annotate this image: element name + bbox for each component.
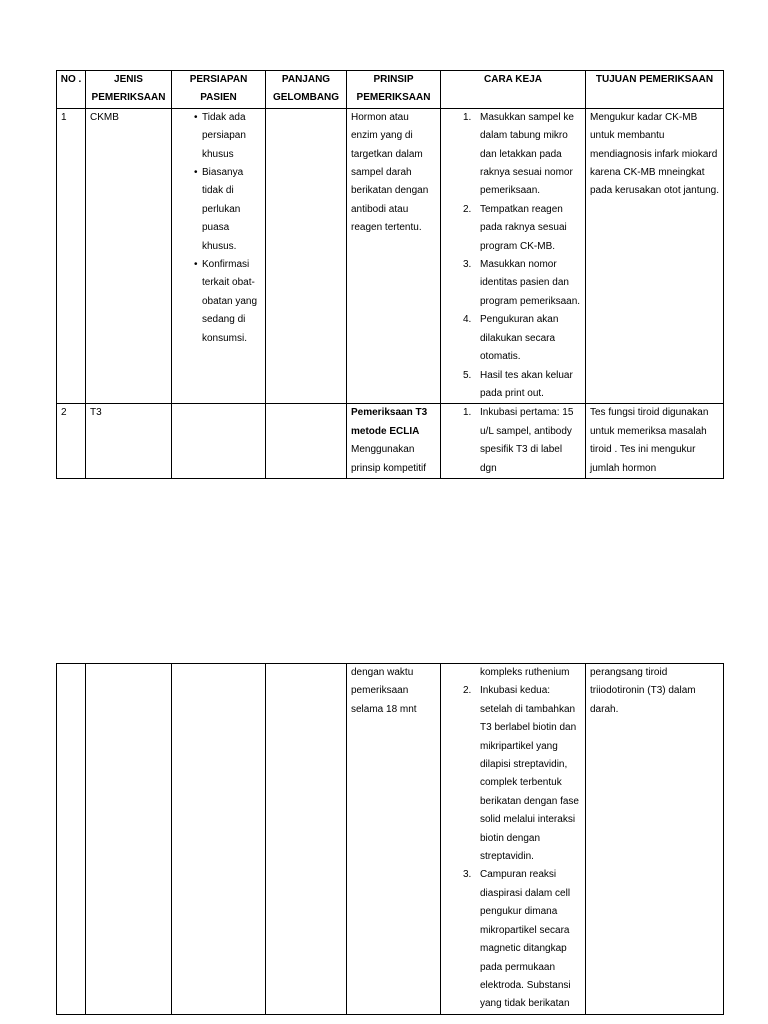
list-item: 5. Hasil tes akan keluar pada print out. bbox=[463, 369, 573, 399]
cell-cara bbox=[441, 108, 586, 404]
list-item: kompleks ruthenium bbox=[480, 667, 570, 678]
cell-cara bbox=[441, 664, 586, 1015]
list-item: • Tidak ada persiapan khusus bbox=[202, 109, 261, 164]
prinsip-heading: Pemeriksaan T3 metode ECLIA bbox=[351, 407, 428, 437]
list-item: 1. Masukkan sampel ke dalam tabung mikro dan letakkan pada raknya sesuai nomor pemeriksaan. bbox=[463, 111, 574, 197]
table-row bbox=[57, 108, 724, 404]
cell-panjang bbox=[266, 404, 347, 479]
cell-prinsip: Hormon atau enzim yang di targetkan dalam sampel darah berikatan dengan antibodi atau reagen tertentu. bbox=[347, 108, 441, 404]
cell-persiapan bbox=[172, 404, 266, 479]
cell-jenis: CKMB bbox=[86, 108, 172, 404]
persiapan-list bbox=[176, 109, 261, 348]
cell-tujuan: perangsang tiroid triiodotironin (T3) dalam darah. bbox=[586, 664, 724, 1015]
cell-panjang bbox=[266, 108, 347, 404]
cell-prinsip: dengan waktu pemeriksaan selama 18 mnt bbox=[347, 664, 441, 1015]
list-item: 3. Campuran reaksi diaspirasi dalam cell pengukur dimana mikropartikel secara magnetic ditangkap pada permukaan elektroda. Substansi yang tidak berikatan bbox=[463, 869, 571, 1010]
cara-list bbox=[445, 109, 581, 404]
list-item: 4. Pengukuran akan dilakukan secara otomatis. bbox=[463, 314, 559, 363]
cell-panjang bbox=[266, 664, 347, 1015]
header-panjang: PANJANG GELOMBANG bbox=[266, 71, 347, 109]
cell-persiapan bbox=[172, 664, 266, 1015]
cell-cara bbox=[441, 404, 586, 479]
list-item: • Biasanya tidak di perlukan puasa khusus. bbox=[202, 164, 261, 256]
header-persiapan: PERSIAPAN PASIEN bbox=[172, 71, 266, 109]
cell-no bbox=[57, 664, 86, 1015]
table-row bbox=[57, 404, 724, 479]
cell-jenis bbox=[86, 664, 172, 1015]
list-item: 2. Inkubasi kedua: setelah di tambahkan T3 berlabel biotin dan mikripartikel yang dilapisi streptavidin, complek terbentuk berikatan dengan fase solid melalui interaksi biotin dengan streptavidin. bbox=[463, 685, 579, 863]
table-row bbox=[57, 664, 724, 1015]
exam-table-part-2 bbox=[56, 663, 724, 1015]
cell-tujuan: Mengukur kadar CK-MB untuk membantu mendiagnosis infark miokard karena CK-MB mneingkat pada kerusakan otot jantung. bbox=[586, 108, 724, 404]
table-header-row bbox=[57, 71, 724, 109]
cell-prinsip bbox=[347, 404, 441, 479]
header-jenis: JENIS PEMERIKSAAN bbox=[86, 71, 172, 109]
list-item: 3. Masukkan nomor identitas pasien dan program pemeriksaan. bbox=[463, 259, 581, 307]
header-prinsip: PRINSIP PEMERIKSAAN bbox=[347, 71, 441, 109]
cell-no: 1 bbox=[57, 108, 86, 404]
header-no: NO . bbox=[57, 71, 86, 109]
cell-jenis: T3 bbox=[86, 404, 172, 479]
list-item: 1. Inkubasi pertama: 15 u/L sampel, antibody spesifik T3 di label dgn bbox=[463, 407, 574, 474]
prinsip-text: Menggunakan prinsip kompetitif bbox=[351, 444, 427, 474]
cara-list bbox=[445, 404, 581, 478]
exam-table-part-1 bbox=[56, 70, 724, 479]
cell-tujuan: Tes fungsi tiroid digunakan untuk memeriksa masalah tiroid . Tes ini mengukur jumlah hormon bbox=[586, 404, 724, 479]
header-cara: CARA KEJA bbox=[441, 71, 586, 109]
cell-no: 2 bbox=[57, 404, 86, 479]
list-item: • Konfirmasi terkait obat-obatan yang sedang di konsumsi. bbox=[202, 256, 261, 348]
cara-list bbox=[445, 664, 581, 1014]
list-item: 2. Tempatkan reagen pada raknya sesuai program CK-MB. bbox=[463, 203, 567, 252]
cell-persiapan bbox=[172, 108, 266, 404]
header-tujuan: TUJUAN PEMERIKSAAN bbox=[586, 71, 724, 109]
